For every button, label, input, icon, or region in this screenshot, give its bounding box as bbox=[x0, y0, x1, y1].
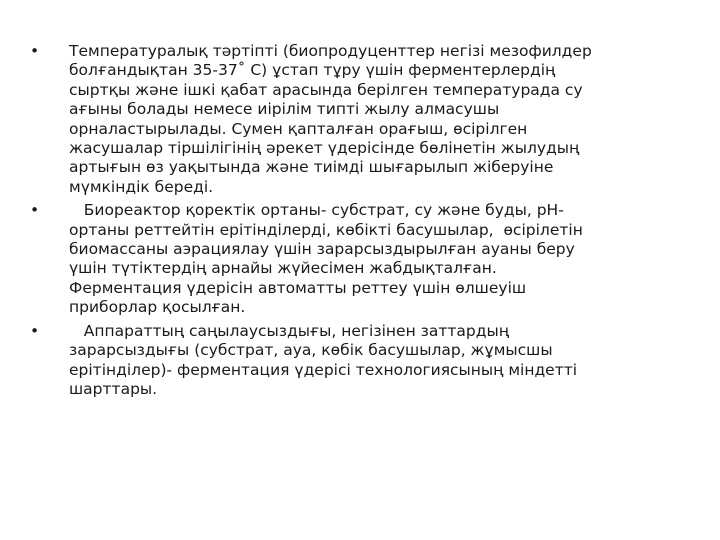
bullet-line: сыртқы және ішкі қабат арасында берілген температурада су bbox=[69, 80, 583, 99]
bullet-marker: • bbox=[30, 201, 40, 220]
bullet-line: жасушалар тіршілігінің әрекет үдерісінде бөлінетін жылудың bbox=[69, 139, 580, 158]
bullet-marker: • bbox=[30, 321, 40, 340]
bullet-list bbox=[30, 42, 690, 403]
bullet-line: ағыны болады немесе иірілім типті жылу алмасушы bbox=[69, 100, 500, 119]
bullet-line: артығын өз уақытында және тиімді шығарылып жіберуіне bbox=[69, 158, 554, 177]
bullet-line: Биореактор қоректік ортаны- субстрат, су және буды, рН- bbox=[69, 201, 564, 220]
bullet-line: биомассаны аэрациялау үшін зарарсыздырылған ауаны беру bbox=[69, 240, 575, 259]
bullet-line: шарттары. bbox=[69, 379, 158, 398]
bullet-line: мүмкіндік береді. bbox=[69, 177, 214, 196]
bullet-line: болғандықтан 35-37˚ С) ұстап тұру үшін ферментерлердің bbox=[69, 61, 556, 80]
bullet-line: приборлар қосылған. bbox=[69, 298, 246, 317]
bullet-line: Аппараттың саңылаусыздығы, негізінен заттардың bbox=[69, 321, 509, 340]
bullet-item bbox=[30, 322, 690, 400]
bullet-line: Ферментация үдерісін автоматты реттеу үшін өлшеуіш bbox=[69, 278, 527, 297]
bullet-line: орналастырылады. Сумен қапталған орағыш, өсірілген bbox=[69, 119, 528, 138]
bullet-line: ортаны реттейтін ерітінділерді, көбікті басушылар, өсірілетін bbox=[69, 220, 583, 239]
bullet-marker: • bbox=[30, 42, 40, 60]
bullet-line: зарарсыздығы (субстрат, ауа, көбік басушылар, жұмысшы bbox=[69, 341, 553, 360]
bullet-line: үшін түтіктердің арнайы жүйесімен жабдықталған. bbox=[69, 259, 497, 278]
bullet-item bbox=[30, 42, 690, 197]
bullet-line: ерітінділер)- ферментация үдерісі технологиясының міндетті bbox=[69, 360, 578, 379]
bullet-item bbox=[30, 201, 690, 317]
bullet-text bbox=[69, 201, 690, 317]
bullet-text bbox=[69, 42, 690, 197]
bullet-text bbox=[69, 322, 690, 400]
bullet-line: Температуралық тәртіпті (биопродуценттер негізі мезофилдер bbox=[69, 42, 592, 60]
